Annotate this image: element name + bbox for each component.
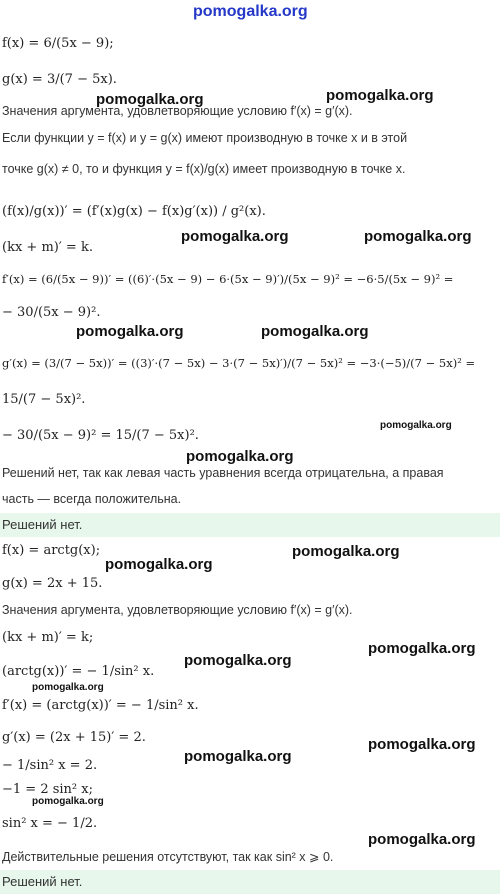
f-derivative-result: − 30/(5x − 9)². <box>2 305 101 320</box>
condition-text-2: Значения аргумента, удовлетворяющие условию f′(x) = g′(x). <box>2 603 353 617</box>
conclusion-text-1: Решений нет, так как левая часть уравнения всегда отрицательна, а правая <box>2 466 444 480</box>
watermark: pomogalka.org <box>368 831 476 848</box>
arctg-derivative: (arctg(x))′ = − 1/sin² x. <box>2 664 155 679</box>
linear-derivative: (kx + m)′ = k. <box>2 240 93 255</box>
watermark: pomogalka.org <box>105 556 213 573</box>
formula-f-def: f(x) = 6/(5x − 9); <box>2 36 114 51</box>
quotient-rule: (f(x)/g(x))′ = (f′(x)g(x) − f(x)g′(x)) / g²(x). <box>2 204 266 219</box>
watermark: pomogalka.org <box>184 652 292 669</box>
answer-band-1 <box>0 513 500 537</box>
watermark: pomogalka.org <box>181 228 289 245</box>
answer-text: Решений нет. <box>2 517 83 532</box>
rule-text-1: Если функции y = f(x) и y = g(x) имеют производную в точке x и в этой <box>2 131 408 145</box>
watermark: pomogalka.org <box>76 323 184 340</box>
equation: − 30/(5x − 9)² = 15/(7 − 5x)². <box>2 428 199 443</box>
formula-f-def-2: f(x) = arctg(x); <box>2 543 101 558</box>
linear-derivative-2: (kx + m)′ = k; <box>2 630 94 645</box>
equation-4: sin² x = − 1/2. <box>2 816 98 831</box>
watermark: pomogalka.org <box>380 420 452 431</box>
watermark: pomogalka.org <box>261 323 369 340</box>
watermark: pomogalka.org <box>96 91 204 108</box>
equation-2: − 1/sin² x = 2. <box>2 758 98 773</box>
answer-text-2: Решений нет. <box>2 874 83 889</box>
g-derivative-result: 15/(7 − 5x)². <box>2 392 86 407</box>
formula-g-def-2: g(x) = 2x + 15. <box>2 576 103 591</box>
watermark: pomogalka.org <box>184 748 292 765</box>
condition-text: Значения аргумента, удовлетворяющие условию f′(x) = g′(x). <box>2 104 353 118</box>
answer-band-2 <box>0 870 500 894</box>
f-derivative-2: f′(x) = (arctg(x))′ = − 1/sin² x. <box>2 698 199 713</box>
watermark: pomogalka.org <box>292 543 400 560</box>
conclusion-text-2: часть — всегда положительна. <box>2 492 182 506</box>
formula-g-def: g(x) = 3/(7 − 5x). <box>2 72 117 87</box>
watermark: pomogalka.org <box>32 682 104 693</box>
watermark-top: pomogalka.org <box>193 3 308 20</box>
equation-3: −1 = 2 sin² x; <box>2 782 93 797</box>
watermark: pomogalka.org <box>368 736 476 753</box>
g-derivative: g′(x) = (3/(7 − 5x))′ = ((3)′·(7 − 5x) − 3·(7 − 5x)′)/(7 − 5x)² = −3·(−5)/(7 − 5x)² = <box>2 356 476 370</box>
watermark: pomogalka.org <box>368 640 476 657</box>
conclusion-text-3: Действительные решения отсутствуют, так как sin² x ⩾ 0. <box>2 850 334 864</box>
f-derivative: f′(x) = (6/(5x − 9))′ = ((6)′·(5x − 9) − 6·(5x − 9)′)/(5x − 9)² = −6·5/(5x − 9)² = <box>2 272 454 286</box>
watermark: pomogalka.org <box>326 87 434 104</box>
watermark: pomogalka.org <box>32 796 104 807</box>
rule-text-2: точке g(x) ≠ 0, то и функция y = f(x)/g(x) имеет производную в точке x. <box>2 162 406 176</box>
g-derivative-2: g′(x) = (2x + 15)′ = 2. <box>2 730 146 745</box>
watermark: pomogalka.org <box>364 228 472 245</box>
watermark: pomogalka.org <box>186 448 294 465</box>
